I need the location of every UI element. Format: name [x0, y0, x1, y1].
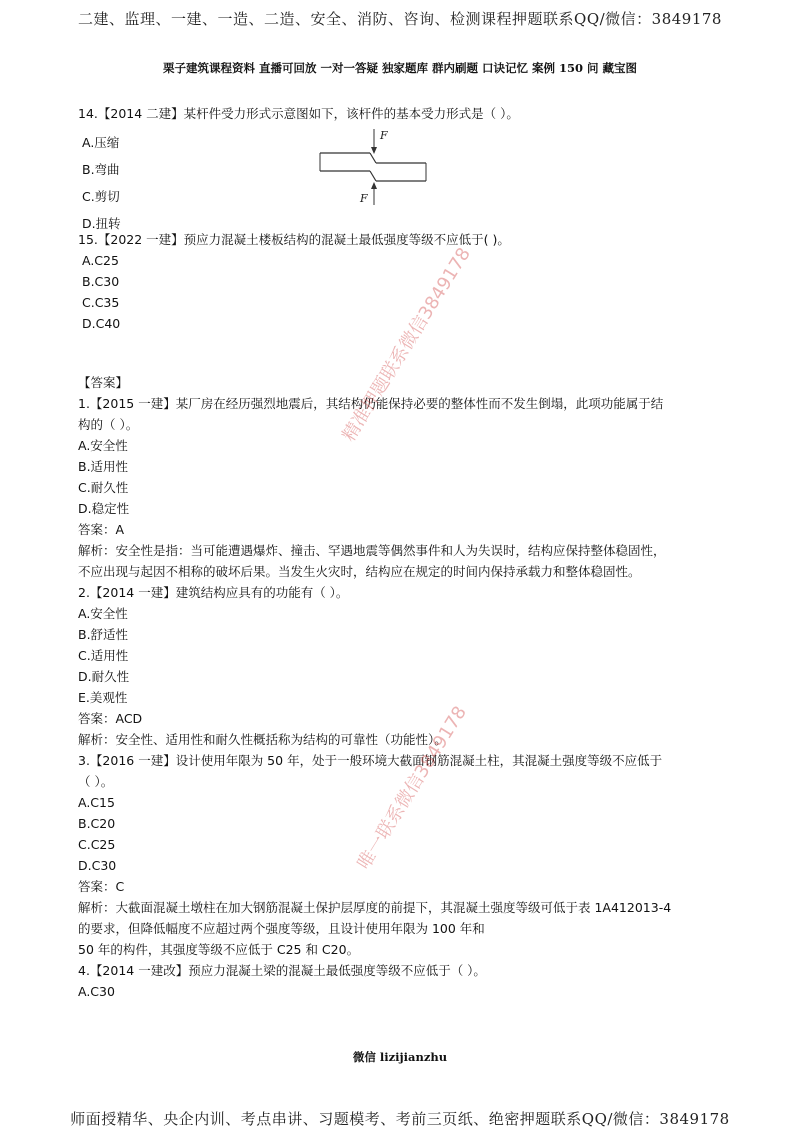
q15-option-b: B.C30 — [82, 274, 120, 289]
q14-option-c: C.剪切 — [82, 189, 120, 204]
watermark-lower: 唯一联系微信3849178 — [353, 702, 471, 874]
a2-option-d: D.耐久性 — [78, 669, 130, 684]
question-15 — [78, 229, 728, 334]
a4-stem: 4.【2014 一建改】预应力混凝土梁的混凝土最低强度等级不应低于（ ）。 — [78, 963, 486, 978]
a2-answer: 答案：ACD — [78, 711, 143, 726]
a1-answer: 答案：A — [78, 522, 125, 537]
a3-analysis-line3: 50 年的构件，其强度等级不应低于 C25 和 C20。 — [78, 942, 360, 957]
a3-option-d: D.C30 — [78, 858, 117, 873]
a3-answer: 答案：C — [78, 879, 125, 894]
q15-stem: 15.【2022 一建】预应力混凝土楼板结构的混凝土最低强度等级不应低于( )。 — [78, 232, 510, 247]
q14-stem: 14.【2014 二建】某杆件受力形式示意图如下，该杆件的基本受力形式是（ ）。 — [78, 106, 519, 121]
a2-option-c: C.适用性 — [78, 648, 129, 663]
a2-option-a: A.安全性 — [78, 606, 128, 621]
a1-option-a: A.安全性 — [78, 438, 128, 453]
diagram-label-top: F — [380, 129, 388, 142]
a1-analysis-line1: 解析：安全性是指：当可能遭遇爆炸、撞击、罕遇地震等偶然事件和人为失误时，结构应保持整体稳固性， — [78, 543, 666, 558]
sub-banner: 栗子建筑课程资料 直播可回放 一对一答疑 独家题库 群内刷题 口诀记忆 案例 150 问 藏宝图 — [162, 61, 638, 75]
document-body — [78, 103, 728, 1002]
a2-option-b: B.舒适性 — [78, 627, 129, 642]
a1-analysis-line2: 不应出现与起因不相称的破坏后果。当发生火灾时，结构应在规定的时间内保持承载力和整体稳固性。 — [78, 564, 641, 579]
a3-option-a: A.C15 — [78, 795, 115, 810]
q14-option-b: B.弯曲 — [82, 162, 120, 177]
question-14 — [78, 103, 728, 231]
answers-heading: 【答案】 — [78, 375, 129, 390]
diagram-label-bottom: F — [360, 192, 368, 205]
a3-analysis-line2: 的要求，但降低幅度不应超过两个强度等级，且设计使用年限为 100 年和 — [78, 921, 485, 936]
top-banner: 二建、监理、一建、一造、二造、安全、消防、咨询、检测课程押题联系QQ/微信：3849178 — [78, 10, 722, 28]
a1-stem-line2: 构的（ ）。 — [78, 417, 139, 432]
a2-stem: 2.【2014 一建】建筑结构应具有的功能有（ ）。 — [78, 585, 349, 600]
q14-option-d: D.扭转 — [82, 216, 121, 231]
shear-force-diagram — [318, 125, 428, 205]
q15-option-a: A.C25 — [82, 253, 119, 268]
bottom-banner: 师面授精华、央企内训、考点串讲、习题模考、考前三页纸、绝密押题联系QQ/微信：3849178 — [70, 1110, 730, 1128]
a2-option-e: E.美观性 — [78, 690, 128, 705]
a2-analysis: 解析：安全性、适用性和耐久性概括称为结构的可靠性（功能性）。 — [78, 732, 447, 747]
a1-option-c: C.耐久性 — [78, 480, 129, 495]
a1-stem-line1: 1.【2015 一建】某厂房在经历强烈地震后，其结构仍能保持必要的整体性而不发生倒塌，此项功能属于结 — [78, 396, 664, 411]
footer-wechat: 微信 lizijianzhu — [352, 1050, 448, 1064]
a3-stem-line1: 3.【2016 一建】设计使用年限为 50 年，处于一般环境大截面钢筋混凝土柱，其混凝土强度等级不应低于 — [78, 753, 663, 768]
a3-option-c: C.C25 — [78, 837, 116, 852]
q14-options — [82, 129, 121, 237]
watermark-upper: 精准押题联系微信3849178 — [338, 244, 475, 446]
a3-stem-line2: （ ）。 — [78, 774, 114, 789]
q15-option-c: C.C35 — [82, 295, 120, 310]
q14-option-a: A.压缩 — [82, 135, 120, 150]
q15-option-d: D.C40 — [82, 316, 121, 331]
a3-option-b: B.C20 — [78, 816, 116, 831]
answers-section — [78, 372, 728, 1002]
a1-option-b: B.适用性 — [78, 459, 129, 474]
a3-analysis-line1: 解析：大截面混凝土墩柱在加大钢筋混凝土保护层厚度的前提下，其混凝土强度等级可低于表 1A412013-4 — [78, 900, 672, 915]
a4-option-a: A.C30 — [78, 984, 115, 999]
a1-option-d: D.稳定性 — [78, 501, 130, 516]
